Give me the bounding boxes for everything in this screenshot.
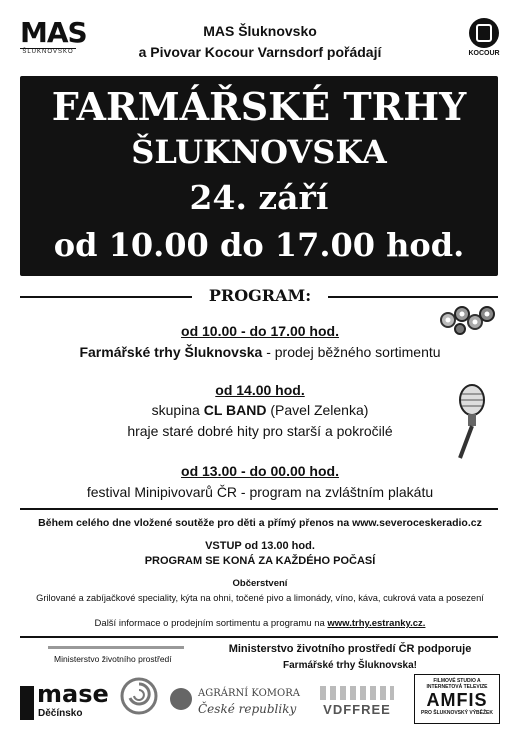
amfis-logo <box>414 674 500 724</box>
program-desc-1-bold: Farmářské trhy Šluknovska <box>79 344 263 360</box>
program-title: PROGRAM: <box>208 286 312 305</box>
food-image <box>438 302 496 336</box>
spiral-logo-icon <box>118 674 160 724</box>
hero-hours: od 10.00 do 17.00 hod. <box>53 226 465 264</box>
mase-logo-mark-icon <box>20 686 34 720</box>
program-desc-1 <box>0 344 520 360</box>
mase-logo-sub: Děčínsko <box>38 708 83 719</box>
program-desc-2a-post: (Pavel Zelenka) <box>266 402 369 418</box>
mase-logo-text: mase <box>37 680 109 708</box>
program-rule-left <box>20 296 192 298</box>
band-name: CL BAND <box>203 402 267 418</box>
program-desc-2a <box>0 402 520 418</box>
support-line2: Farmářské trhy Šluknovska! <box>283 660 417 671</box>
microphone-image <box>446 384 490 460</box>
hero-title: FARMÁŘSKÉ TRHY <box>51 84 467 129</box>
hero-subtitle: ŠLUKNOVSKA <box>131 133 387 171</box>
website-link[interactable]: www.trhy.estranky.cz. <box>327 618 426 629</box>
vdffree-logo-text: VDFFREE <box>323 702 391 717</box>
hero-banner <box>20 76 498 276</box>
vdffree-figures-icon <box>320 686 394 700</box>
kocour-badge-icon <box>469 18 499 48</box>
kocour-logo <box>464 18 504 64</box>
header-line2: a Pivovar Kocour Varnsdorf pořádají <box>138 44 382 60</box>
ministry-logo-text: Ministerstvo životního prostředí <box>54 654 172 664</box>
refreshments-title: Občerstvení <box>232 578 288 589</box>
header-line1: MAS Šluknovsko <box>203 23 317 39</box>
program-desc-2a-pre: skupina <box>151 402 204 418</box>
divider-top <box>20 508 498 510</box>
amfis-top: FILMOVÉ STUDIO A INTERNETOVÁ TELEVIZE <box>426 678 488 690</box>
more-info-text: Další informace o prodejním sortimentu a programu na <box>94 618 328 629</box>
agrarni-komora-leaf-icon <box>170 688 192 710</box>
support-line1: Ministerstvo životního prostředí ČR podporuje <box>228 643 472 655</box>
agrarni-komora-line1: AGRÁRNÍ KOMORA <box>198 688 300 699</box>
more-info <box>0 618 520 629</box>
program-desc-3: festival Minipivovarů ČR - program na zvláštním plakátu <box>86 484 434 500</box>
mas-logo-sub: ŠLUKNOVSKO <box>20 48 76 55</box>
program-desc-1-rest: - prodej běžného sortimentu <box>262 344 441 360</box>
amfis-bot: PRO ŠLUKNOVSKÝ VÝBĚŽEK <box>421 710 493 716</box>
ministry-logo-bar-icon <box>48 646 184 649</box>
vdffree-logo <box>314 686 400 720</box>
hero-date: 24. září <box>189 178 329 217</box>
agrarni-komora-line2: České republiky <box>198 702 297 716</box>
program-time-2: od 14.00 hod. <box>215 382 305 398</box>
mase-logo <box>20 680 109 720</box>
contest-info: Během celého dne vložené soutěže pro děti a přímý přenos na www.severoceskeradio.cz <box>38 517 482 529</box>
mas-logo-text: MAS <box>20 16 87 49</box>
program-time-1: od 10.00 - do 17.00 hod. <box>181 323 339 339</box>
agrarni-komora-logo <box>168 684 308 724</box>
program-rule-right <box>328 296 498 298</box>
weather-notice: PROGRAM SE KONÁ ZA KAŽDÉHO POČASÍ <box>144 555 376 567</box>
ministry-logo <box>48 646 184 666</box>
amfis-mid: AMFIS <box>426 690 488 710</box>
divider-bottom <box>20 636 498 638</box>
refreshments-text: Grilované a zabíjačkové speciality, kýta na ohni, točené pivo a limonády, víno, káva, cukrová vata a posezení <box>36 593 484 603</box>
kocour-logo-text: KOCOUR <box>468 50 500 57</box>
entry-time: VSTUP od 13.00 hod. <box>205 540 315 552</box>
program-time-3: od 13.00 - do 00.00 hod. <box>181 463 339 479</box>
program-desc-2b: hraje staré dobré hity pro starší a pokročilé <box>127 423 393 439</box>
